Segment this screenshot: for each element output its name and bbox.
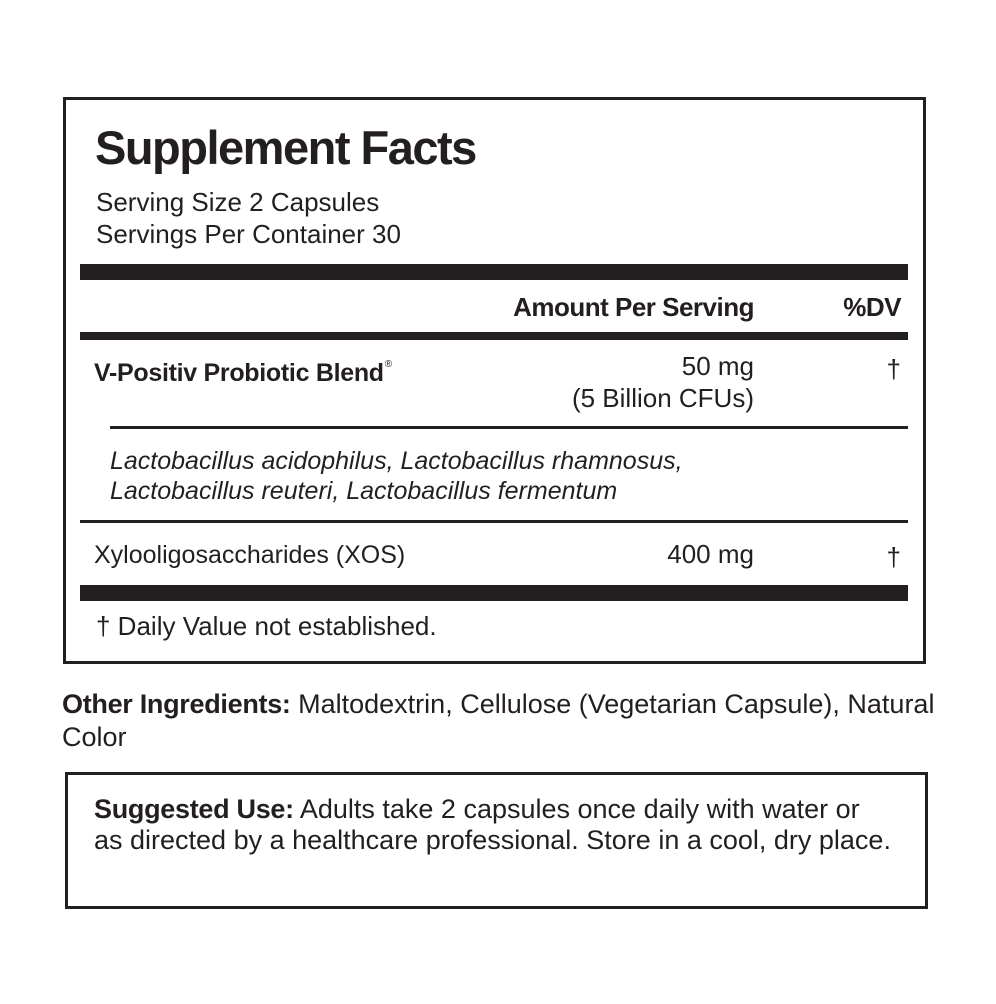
- daily-value-header: %DV: [843, 292, 901, 322]
- medium-divider: [80, 332, 908, 340]
- thick-divider-bottom: [80, 585, 908, 601]
- thin-divider-indented: [110, 426, 908, 429]
- xos-name: Xylooligosaccharides (XOS): [94, 541, 406, 569]
- strain-list-line-1: Lactobacillus acidophilus, Lactobacillus rhamnosus,: [110, 447, 683, 475]
- thin-divider: [80, 520, 908, 523]
- probiotic-blend-name: V-Positiv Probiotic Blend®: [94, 359, 392, 387]
- panel-title: Supplement Facts: [95, 121, 476, 174]
- other-ingredients-label: Other Ingredients:: [62, 689, 291, 719]
- probiotic-blend-dv: †: [886, 354, 901, 384]
- probiotic-blend-cfu: (5 Billion CFUs): [571, 383, 754, 413]
- serving-size: Serving Size 2 Capsules: [96, 187, 380, 217]
- daily-value-footnote: † Daily Value not established.: [96, 611, 437, 641]
- suggested-use-text: Adults take 2 capsules once daily with water or as directed by a healthcare professional. Store in a cool, dry place.: [94, 794, 891, 855]
- other-ingredients: [62, 688, 942, 754]
- other-ingredients-text: Maltodextrin, Cellulose (Vegetarian Capsule), Natural Color: [62, 689, 935, 752]
- xos-amount: 400 mg: [667, 539, 754, 569]
- suggested-use-box: [65, 772, 928, 909]
- servings-per-container: Servings Per Container 30: [96, 219, 401, 249]
- xos-dv: †: [886, 542, 901, 572]
- supplement-facts-panel: [63, 97, 926, 664]
- thick-divider-top: [80, 264, 908, 280]
- strain-list-line-2: Lactobacillus reuteri, Lactobacillus fermentum: [110, 477, 618, 505]
- suggested-use-label: Suggested Use:: [94, 794, 294, 824]
- amount-per-serving-header: Amount Per Serving: [513, 292, 754, 322]
- probiotic-blend-amount: 50 mg: [681, 351, 754, 381]
- registered-mark: ®: [384, 359, 392, 370]
- suggested-use: [94, 794, 894, 856]
